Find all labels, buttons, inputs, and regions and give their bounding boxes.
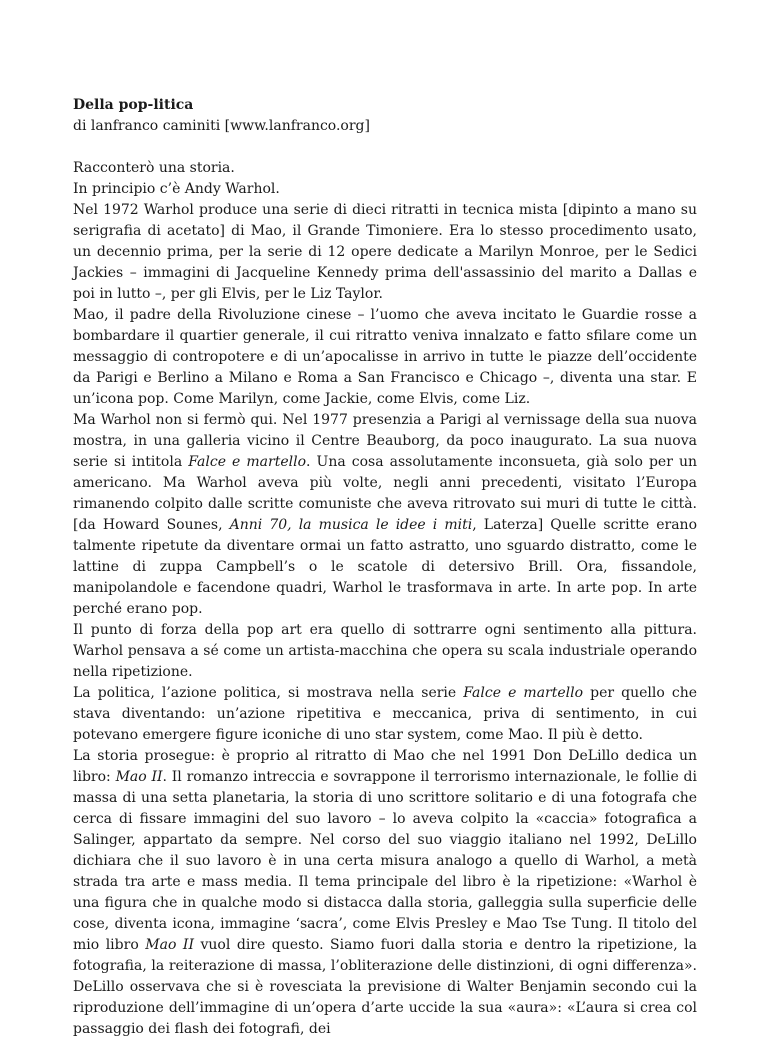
paragraph-text: Ma Warhol non si fermò qui. Nel 1977 presenzia a Parigi al vernissage della sua nuova mostra, in una galleria vicino il Centre Beauborg, da poco inaugurato. La sua nuova serie si intitola [73,412,697,470]
paragraph: Racconterò una storia. [73,160,235,176]
book-title: Mao II [115,769,163,785]
book-title: Falce e martello [188,454,307,470]
paragraph [73,410,697,620]
paragraph [73,746,697,1040]
paragraph-text: La storia prosegue: è proprio al ritratto di Mao che nel 1991 Don DeLillo dedica un libro: [73,748,697,785]
paragraph [73,683,697,746]
paragraph: Nel 1972 Warhol produce una serie di dieci ritratti in tecnica mista [dipinto a mano su serigrafia di acetato] di Mao, il Grande Timoniere. Era lo stesso procedimento usato, un decennio prima, per la serie di 12 opere dedicate a Marilyn Monroe, per le Sedici Jackies – immagini di Jacqueline Kennedy prima dell'assassinio del marito a Dallas e poi in lutto –, per gli Elvis, per le Liz Taylor. [73,202,697,302]
paragraph: In principio c’è Andy Warhol. [73,181,280,197]
article-byline: di lanfranco caminiti [www.lanfranco.org] [73,118,370,134]
book-title: Falce e martello [463,685,584,701]
paragraph-text: . Una cosa assolutamente inconsueta, già solo per un americano. Ma Warhol aveva più volte, negli anni precedenti, visitato l’Europa rimanendo colpito dalle scritte comuniste che aveva ritrovato sui muri di tutte le città. [da Howard Sounes, [73,454,698,533]
paragraph-text: . Il romanzo intreccia e sovrappone il terrorismo internazionale, le follie di massa di una setta planetaria, la storia di uno scrittore solitario e di una fotografa che cerca di fissare immagini del suo lavoro – lo aveva colpito la «caccia» fotografica a Salinger, appartato da sempre. Nel corso del suo viaggio italiano nel 1992, DeLillo dichiara che il suo lavoro è in una certa misura analogo a quello di Warhol, a metà strada tra arte e mass media. Il tema principale del libro è la ripetizione: «Warhol è una figura che in qualche modo si distacca dalla storia, galleggia sulla superficie delle cose, diventa icona, immagine ‘sacra’, come Elvis Presley e Mao Tse Tung. Il titolo del mio libro [73,769,697,953]
paragraph-text: vuol dire questo. Siamo fuori dalla storia e dentro la ripetizione, la fotografia, la reiterazione di massa, l’obliterazione delle distinzioni, di ogni differenza». DeLillo osservava che si è rovesciata la previsione di Walter Benjamin secondo cui la riproduzione dell’immagine di un’opera d’arte uccide la sua «aura»: «L’aura si crea col passaggio dei flash dei fotografi, dei [73,937,698,1037]
document-page [73,95,697,1040]
paragraph-text: La politica, l’azione politica, si mostrava nella serie [73,685,464,701]
paragraph: Mao, il padre della Rivoluzione cinese – l’uomo che aveva incitato le Guardie rosse a bombardare il quartier generale, il cui ritratto veniva innalzato e fatto sfilare come un messaggio di contropotere e di un’apocalisse in arrivo in tutte le piazze dell’occidente da Parigi e Berlino a Milano e Roma a San Francisco e Chicago –, diventa una star. E un’icona pop. Come Marilyn, come Jackie, come Elvis, come Liz. [73,307,697,407]
paragraph-text: , Laterza] Quelle scritte erano talmente ripetute da diventare ormai un fatto astratto, uno sguardo distratto, come le lattine di zuppa Campbell’s o le scatole di detersivo Brill. Ora, fissandole, manipolandole e facendone quadri, Warhol le trasformava in arte. In arte pop. In arte perché erano pop. [73,517,697,617]
article-title: Della pop-litica [73,97,194,113]
book-title: Anni 70, la musica le idee i miti [229,517,473,533]
book-title: Mao II [145,937,194,953]
paragraph: Il punto di forza della pop art era quello di sottrarre ogni sentimento alla pittura. Warhol pensava a sé come un artista-macchina che opera su scala industriale operando nella ripetizione. [73,622,697,680]
paragraph-text: per quello che stava diventando: un’azione ripetitiva e meccanica, priva di sentimento, in cui potevano emergere figure iconiche di uno star system, come Mao. Il più è detto. [73,685,697,743]
